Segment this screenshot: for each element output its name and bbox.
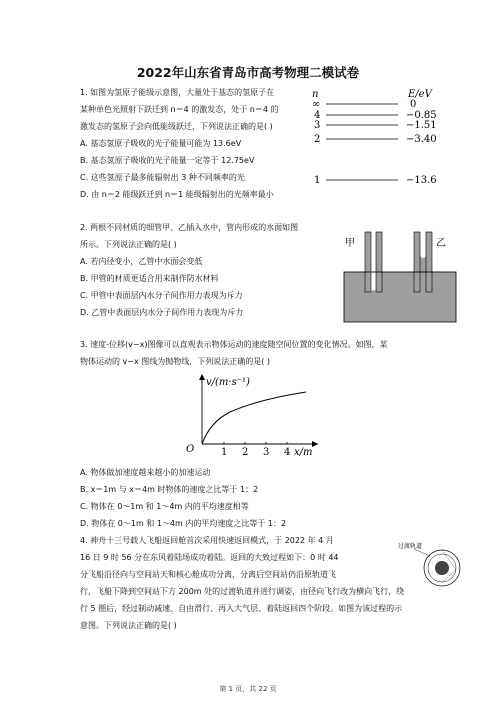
q1-option-a: A. 基态氢原子吸收的光子能量可能为 13.6eV (80, 139, 242, 148)
x-tick-1: 1 (221, 447, 228, 458)
q3-line2: 物体运动的 v−x 图线为抛物线，下列说法正确的是( ) (80, 357, 271, 366)
q3-option-d: D. 物体在 0～1m 和 1～4m 内的平均速度之比等于 1：2 (80, 519, 287, 528)
q1-option-b: B. 基态氢原子吸收的光子能量一定等于 12.75eV (80, 156, 255, 165)
capillary-tubes-figure (340, 230, 460, 325)
q1-line2: 某种单色光照射下跃迁到 n＝4 的激发态，处于 n＝4 的 (80, 105, 279, 114)
q1-line3: 激发态的氢原子会向低能级跃迁，下列说法正确的是( ) (80, 122, 273, 131)
q2-option-d: D. 乙管中表面层内水分子间作用力表现为斥力 (80, 308, 244, 317)
q2-line2: 所示。下列说法正确的是( ) (80, 240, 177, 249)
q3-option-a: A. 物体做加速度越来越小的加速运动 (80, 468, 211, 477)
x-tick-4: 4 (284, 447, 291, 458)
label-yi: 乙 (436, 238, 446, 249)
q3-option-c: C. 物体在 0～1m 和 1～4m 内的平均速度相等 (80, 502, 249, 511)
q2-line1: 2. 两根不同材质的细管甲、乙插入水中，管内形成的水面如图 (80, 223, 299, 232)
level-2-e: −3.40 (406, 134, 437, 145)
q2-option-b: B. 甲管的材质更适合用来制作防水材料 (80, 274, 219, 283)
q3-line1: 3. 速度-位移(v−x)图像可以直观表示物体运动的速度随空间位置的变化情况。如图，某 (80, 340, 388, 349)
level-3-n: 3 (314, 120, 321, 131)
x-tick-3: 3 (263, 447, 270, 458)
q1-line1: 1. 如图为氢原子能级示意图，大量处于基态的氢原子在 (80, 88, 275, 97)
parabola-curve (202, 392, 306, 444)
q4-line4: 行，飞船下降到空间站下方 200m 处的过渡轨道并进行调姿，由径向飞行改为横向飞行，绕 (80, 587, 405, 596)
level-1-n: 1 (314, 175, 321, 186)
q4-line1: 4. 神舟十三号载人飞船返回舱首次采用快速返回模式，于 2022 年 4 月 (80, 536, 334, 545)
q1-option-c: C. 这些氢原子最多能辐射出 3 种不同频率的光 (80, 173, 245, 182)
q2-option-a: A. 若内径变小，乙管中水面会变低 (80, 257, 203, 266)
y-axis-label: v/(m·s⁻¹) (206, 377, 250, 388)
q4-line5: 行 5 圈后，经过制动减速、自由滑行、再入大气层、着陆返回四个阶段。如图为该过程的示 (80, 604, 403, 613)
label-jia: 甲 (345, 238, 355, 249)
level-inf-n: ∞ (312, 99, 321, 110)
q4-line6: 意图。下列说法正确的是( ) (80, 621, 177, 630)
level-3-e: −1.51 (406, 120, 437, 131)
level-4-n: 4 (314, 110, 321, 121)
earth-icon (435, 561, 449, 575)
level-4-e: −0.85 (406, 110, 437, 121)
energy-level-diagram (308, 86, 448, 196)
orbit-figure (396, 540, 470, 588)
page-footer: 第 1 页，共 22 页 (219, 685, 277, 693)
q4-line2: 16 日 9 时 56 分在东风着陆场成功着陆。返回的大致过程如下：0 时 44 (80, 553, 339, 562)
x-tick-2: 2 (242, 447, 249, 458)
x-axis-label: x/m (294, 447, 313, 458)
e-header: E/eV (408, 89, 432, 100)
q2-option-c: C. 甲管中表面层内水分子间作用力表现为斥力 (80, 291, 243, 300)
level-inf-e: 0 (410, 99, 417, 110)
level-2-n: 2 (314, 134, 321, 145)
transition-orbit-label: 过渡轨道 (398, 543, 423, 550)
n-header: n (312, 89, 319, 100)
origin-label: O (186, 444, 195, 455)
page-title: 2022年山东省青岛市高考物理二模试卷 (136, 65, 360, 80)
q4-line3: 分飞船沿径向与空间站天和核心舱成功分离，分离后空间站仍沿原轨道飞 (80, 570, 336, 579)
q1-option-d: D. 由 n＝2 能级跃迁到 n＝1 能级辐射出的光频率最小 (80, 190, 274, 199)
v-x-graph (178, 372, 328, 462)
level-1-e: −13.6 (406, 175, 437, 186)
q3-option-b: B. x＝1m 与 x＝4m 时物体的速度之比等于 1：2 (80, 485, 259, 494)
